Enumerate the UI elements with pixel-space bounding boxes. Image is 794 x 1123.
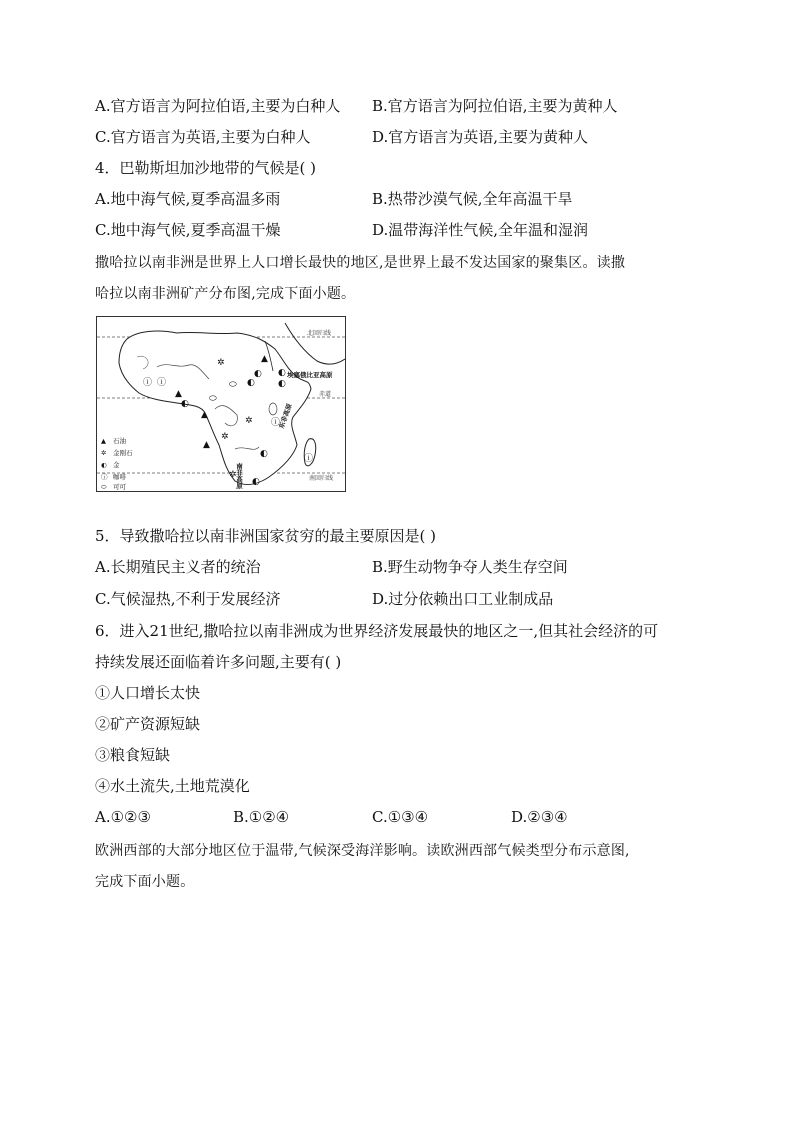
- equator-label: 赤道: [319, 391, 332, 398]
- q3-option-b[interactable]: B.官方语言为阿拉伯语,主要为黄种人: [372, 97, 618, 115]
- q5-stem: 5．导致撒哈拉以南非洲国家贫穷的最主要原因是( ): [95, 527, 437, 545]
- gold-symbol: ◐: [260, 449, 268, 459]
- intro-2-line-1: 欧洲西部的大部分地区位于温带,气候深受海洋影响。读欧洲西部气候类型分布示意图,: [95, 843, 630, 859]
- oil-symbol: ▲: [201, 410, 208, 420]
- intro-1-line-1: 撒哈拉以南非洲是世界上人口增长最快的地区,是世界上最不发达国家的聚集区。读撒: [95, 255, 626, 271]
- q6-item-1: ①人口增长太快: [95, 684, 201, 702]
- gold-symbol: ◐: [278, 368, 286, 378]
- q6-option-b[interactable]: B.①②④: [233, 808, 290, 826]
- q3-option-a[interactable]: A.官方语言为阿拉伯语,主要为白种人: [95, 97, 341, 115]
- q6-stem-line-1: 6．进入21世纪,撒哈拉以南非洲成为世界经济发展最快的地区之一,但其社会经济的可: [95, 622, 659, 640]
- diamond-symbol: ✲: [245, 416, 253, 426]
- q4-stem: 4．巴勒斯坦加沙地带的气候是( ): [95, 159, 317, 177]
- q6-stem-line-2: 持续发展还面临着许多问题,主要有( ): [95, 653, 342, 671]
- legend-oil-icon: ▲: [101, 437, 106, 445]
- legend-diamond-icon: ✲: [101, 449, 107, 457]
- intro-1-line-2: 哈拉以南非洲矿产分布图,完成下面小题。: [95, 286, 356, 302]
- q3-option-d[interactable]: D.官方语言为英语,主要为黄种人: [372, 128, 589, 146]
- gold-symbol: ◐: [278, 379, 286, 389]
- oil-symbol: ▲: [203, 440, 210, 450]
- q3-option-c[interactable]: C.官方语言为英语,主要为白种人: [95, 128, 311, 146]
- south-african-plateau-label: 南非高原: [235, 463, 243, 489]
- coffee-symbol: ⓘ: [271, 418, 281, 428]
- legend-coffee-icon: ⓘ: [101, 473, 108, 481]
- q6-item-4: ④水土流失,土地荒漠化: [95, 777, 250, 795]
- q6-option-c[interactable]: C.①③④: [372, 808, 429, 826]
- tropic-of-cancer-label: 北回归线: [307, 330, 332, 337]
- q4-option-d[interactable]: D.温带海洋性气候,全年温和湿润: [372, 221, 589, 239]
- east-african-plateau-label: 东非高原: [277, 402, 294, 430]
- q5-option-b[interactable]: B.野生动物争夺人类生存空间: [372, 558, 568, 576]
- legend-coffee-label: 咖啡: [113, 473, 126, 481]
- q4-option-a[interactable]: A.地中海气候,夏季高温多雨: [95, 190, 281, 208]
- oil-symbol: ▲: [175, 389, 182, 399]
- ethiopian-highlands-label: [286, 370, 333, 379]
- legend-cocoa-icon: ⬭: [101, 483, 107, 491]
- coffee-symbol: ⓘ: [157, 378, 167, 388]
- diamond-symbol: ✲: [229, 470, 237, 480]
- diamond-symbol: ✲: [221, 432, 229, 442]
- cocoa-symbol: ⬭: [229, 380, 237, 390]
- q5-option-a[interactable]: A.长期殖民主义者的统治: [95, 558, 261, 576]
- legend-gold-icon: ◐: [101, 461, 107, 469]
- cocoa-symbol: ⬭: [209, 394, 217, 404]
- ethiopian-highlands-text: 埃塞俄比亚高原: [287, 371, 333, 379]
- gold-symbol: ◐: [247, 378, 255, 388]
- africa-outline: [119, 331, 314, 484]
- oil-symbol: ▲: [261, 354, 268, 364]
- map-legend: [101, 436, 133, 491]
- intro-2-line-2: 完成下面小题。: [95, 874, 195, 890]
- q6-option-d[interactable]: D.②③④: [511, 808, 568, 826]
- q4-option-b[interactable]: B.热带沙漠气候,全年高温干旱: [372, 190, 573, 208]
- legend-oil-label: 石油: [113, 437, 126, 445]
- legend-diamond-label: 金刚石: [113, 449, 133, 457]
- q6-item-3: ③粮食短缺: [95, 746, 171, 764]
- q5-option-c[interactable]: C.气候湿热,不利于发展经济: [95, 590, 281, 608]
- q4-option-c[interactable]: C.地中海气候,夏季高温干燥: [95, 221, 281, 239]
- africa-mineral-map: [96, 316, 346, 492]
- legend-gold-label: 金: [113, 461, 120, 469]
- q6-item-2: ②矿产资源短缺: [95, 715, 201, 733]
- legend-cocoa-label: 可可: [113, 483, 126, 491]
- q6-option-a[interactable]: A.①②③: [95, 808, 151, 826]
- coffee-symbol: ⓘ: [304, 454, 314, 464]
- gold-symbol: ◐: [181, 399, 189, 409]
- gold-symbol: ◐: [254, 369, 262, 379]
- gold-symbol: ◐: [252, 477, 260, 487]
- coffee-symbol: ⓘ: [143, 378, 153, 388]
- tropic-of-capricorn-label: 南回归线: [309, 475, 334, 482]
- q5-option-d[interactable]: D.过分依赖出口工业制成品: [372, 590, 554, 608]
- diamond-symbol: ✲: [217, 358, 225, 368]
